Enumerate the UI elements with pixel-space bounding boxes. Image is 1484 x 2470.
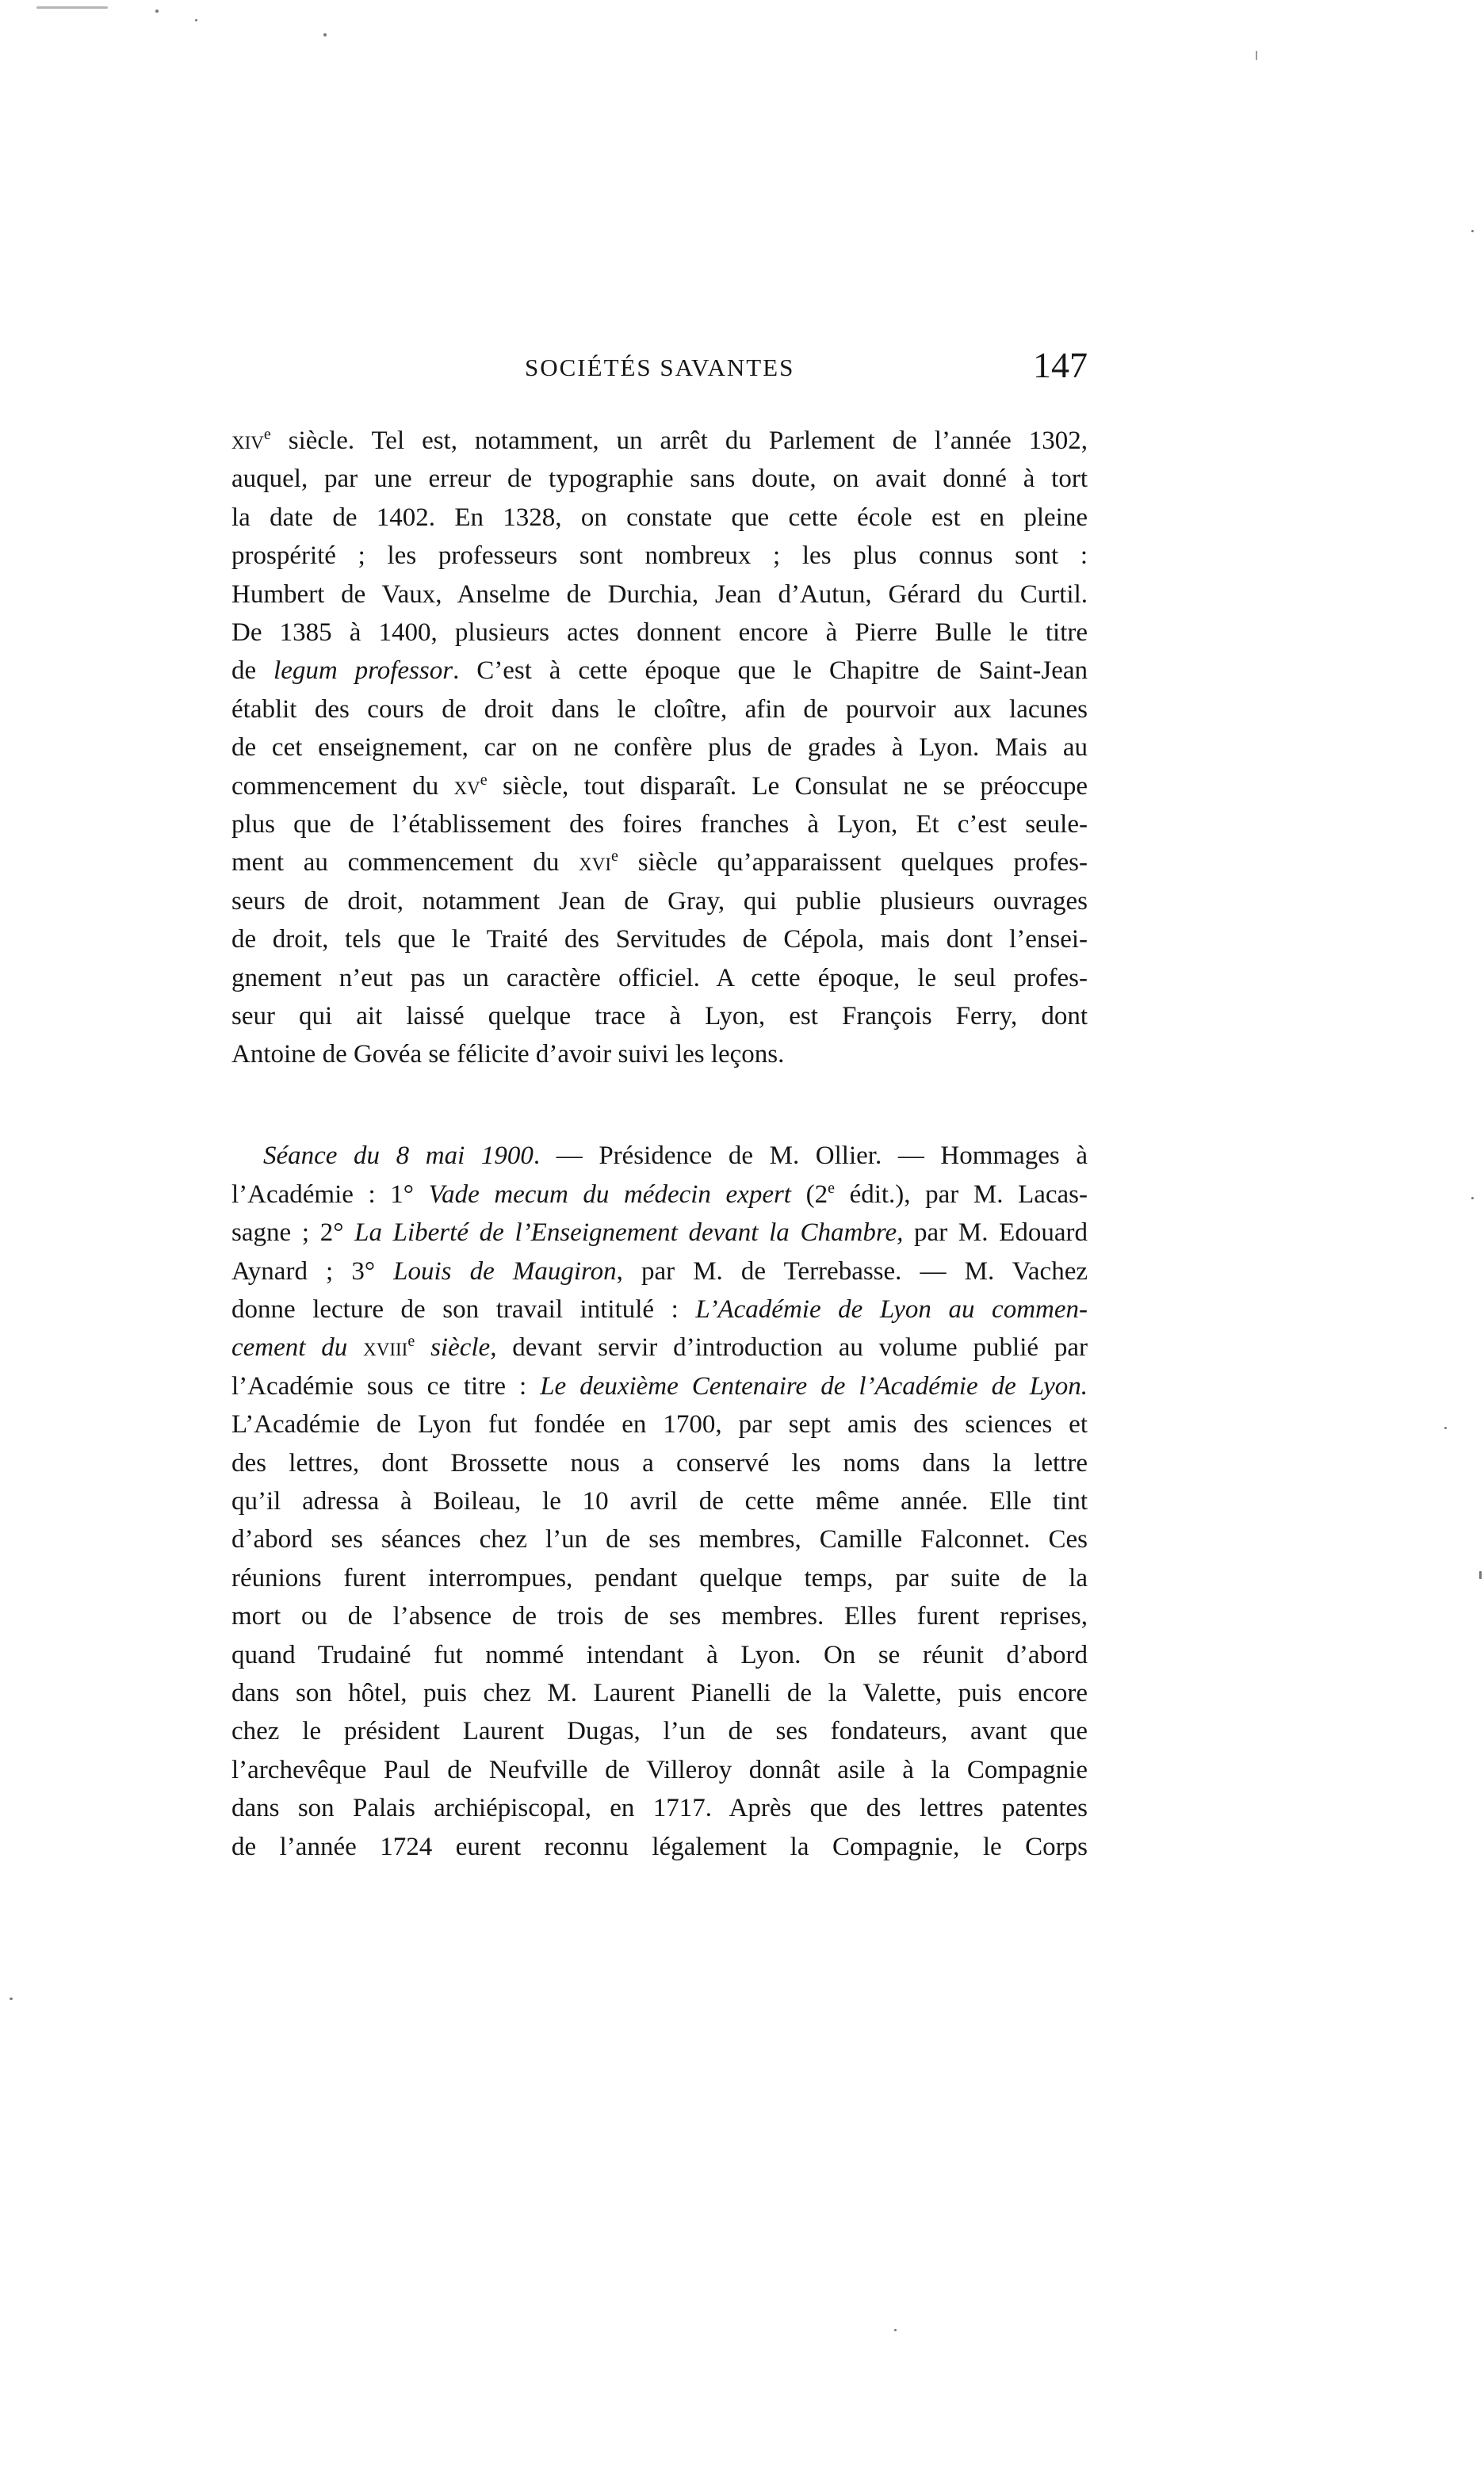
text-line: donne lecture de son travail intitulé : L’Académie de Lyon au commen- [231, 1295, 1088, 1324]
text-line: commencement du $xv^e$ siècle, tout disparaît. Le Consulat ne se préoccupe [231, 771, 1088, 801]
text-line: de droit, tels que le Traité des Servitudes de Cépola, mais dont l’ensei- [231, 925, 1088, 954]
text-line: plus que de l’établissement des foires franches à Lyon, Et c’est seule- [231, 810, 1088, 839]
text-line: ment au commencement du xvi$^e$ siècle qu’apparaissent quelques profes- [231, 847, 1088, 877]
scan-speck [1471, 230, 1474, 232]
text-line: De 1385 à 1400, plusieurs actes donnent encore à Pierre Bulle le titre [231, 618, 1088, 647]
text-line: de l’année 1724 eurent reconnu légalement la Compagnie, le Corps [231, 1833, 1088, 1861]
text-line: gnement n’eut pas un caractère officiel. A cette époque, le seul profes- [231, 964, 1088, 992]
scan-speck [1471, 1197, 1474, 1199]
scan-speck [10, 1998, 13, 2000]
running-title: SOCIÉTÉS SAVANTES [525, 354, 795, 381]
text-line: de legum professor. C’est à cette époque que le Chapitre de Saint-Jean [231, 656, 1088, 685]
text-line: sagne ; 2° La Liberté de l’Enseignement devant la Chambre, par M. Edouard [231, 1218, 1088, 1247]
text-line: de cet enseignement, car on ne confère plus de grades à Lyon. Mais au [231, 733, 1088, 762]
text-line: Humbert de Vaux, Anselme de Durchia, Jean d’Autun, Gérard du Curtil. [231, 580, 1088, 609]
text-line: L’Académie de Lyon fut fondée en 1700, par sept amis des sciences et [231, 1410, 1088, 1439]
text-line: qu’il adressa à Boileau, le 10 avril de cette même année. Elle tint [231, 1487, 1088, 1516]
scan-speck [195, 19, 197, 21]
text-line: la date de 1402. En 1328, on constate que cette école est en pleine [231, 503, 1088, 532]
scan-speck [155, 10, 159, 13]
text-line: Aynard ; 3° Louis de Maugiron, par M. de Terrebasse. — M. Vachez [231, 1257, 1088, 1286]
text-line: réunions furent interrompues, pendant quelque temps, par suite de la [231, 1564, 1088, 1592]
text-line: établit des cours de droit dans le cloître, afin de pourvoir aux lacunes [231, 695, 1088, 724]
text-line: auquel, par une erreur de typographie sans doute, on avait donné à tort [231, 465, 1088, 493]
text-line: dans son hôtel, puis chez M. Laurent Pianelli de la Valette, puis encore [231, 1679, 1088, 1707]
text-line: seurs de droit, notamment Jean de Gray, qui publie plusieurs ouvrages [231, 887, 1088, 916]
text-line: Séance du 8 mai 1900. — Présidence de M. Ollier. — Hommages à [263, 1141, 1088, 1170]
session-date: Séance du 8 mai 1900 [263, 1141, 534, 1170]
text-line: l’Académie : 1° Vade mecum du médecin expert (2e édit.), par M. Lacas- [231, 1180, 1088, 1209]
text-line: mort ou de l’absence de trois de ses membres. Elles furent reprises, [231, 1602, 1088, 1631]
text-line: prospérité ; les professeurs sont nombreux ; les plus connus sont : [231, 541, 1088, 570]
text-line: d’abord ses séances chez l’un de ses membres, Camille Falconnet. Ces [231, 1525, 1088, 1554]
text-line: cement du xviii$^e$ siècle, devant servir d’introduction au volume publié par [231, 1332, 1088, 1362]
text-line: des lettres, dont Brossette nous a conservé les noms dans la lettre [231, 1449, 1088, 1478]
text-line: seur qui ait laissé quelque trace à Lyon, est François Ferry, dont [231, 1002, 1088, 1030]
text-line: chez le président Laurent Dugas, l’un de ses fondateurs, avant que [231, 1717, 1088, 1745]
text-line: quand Trudainé fut nommé intendant à Lyon. On se réunit d’abord [231, 1641, 1088, 1669]
text-line: l’Académie sous ce titre : Le deuxième Centenaire de l’Académie de Lyon. [231, 1372, 1088, 1401]
scan-speck [323, 33, 327, 36]
text-line: dans son Palais archiépiscopal, en 1717. Après que des lettres patentes [231, 1794, 1088, 1822]
scan-speck [1444, 1427, 1447, 1429]
scan-speck [36, 6, 108, 9]
running-header [231, 345, 1088, 396]
text-line: l’archevêque Paul de Neufville de Villeroy donnât asile à la Compagnie [231, 1756, 1088, 1784]
text-line: Antoine de Govéa se félicite d’avoir suivi les leçons. [231, 1040, 785, 1069]
scan-speck [894, 2329, 897, 2331]
page-number: 147 [1033, 345, 1088, 385]
scan-speck [1479, 1571, 1482, 1579]
scan-speck [1256, 51, 1257, 60]
text-line: xiv$^e$ siècle. Tel est, notamment, un arrêt du Parlement de l’année 1302, [231, 426, 1088, 455]
